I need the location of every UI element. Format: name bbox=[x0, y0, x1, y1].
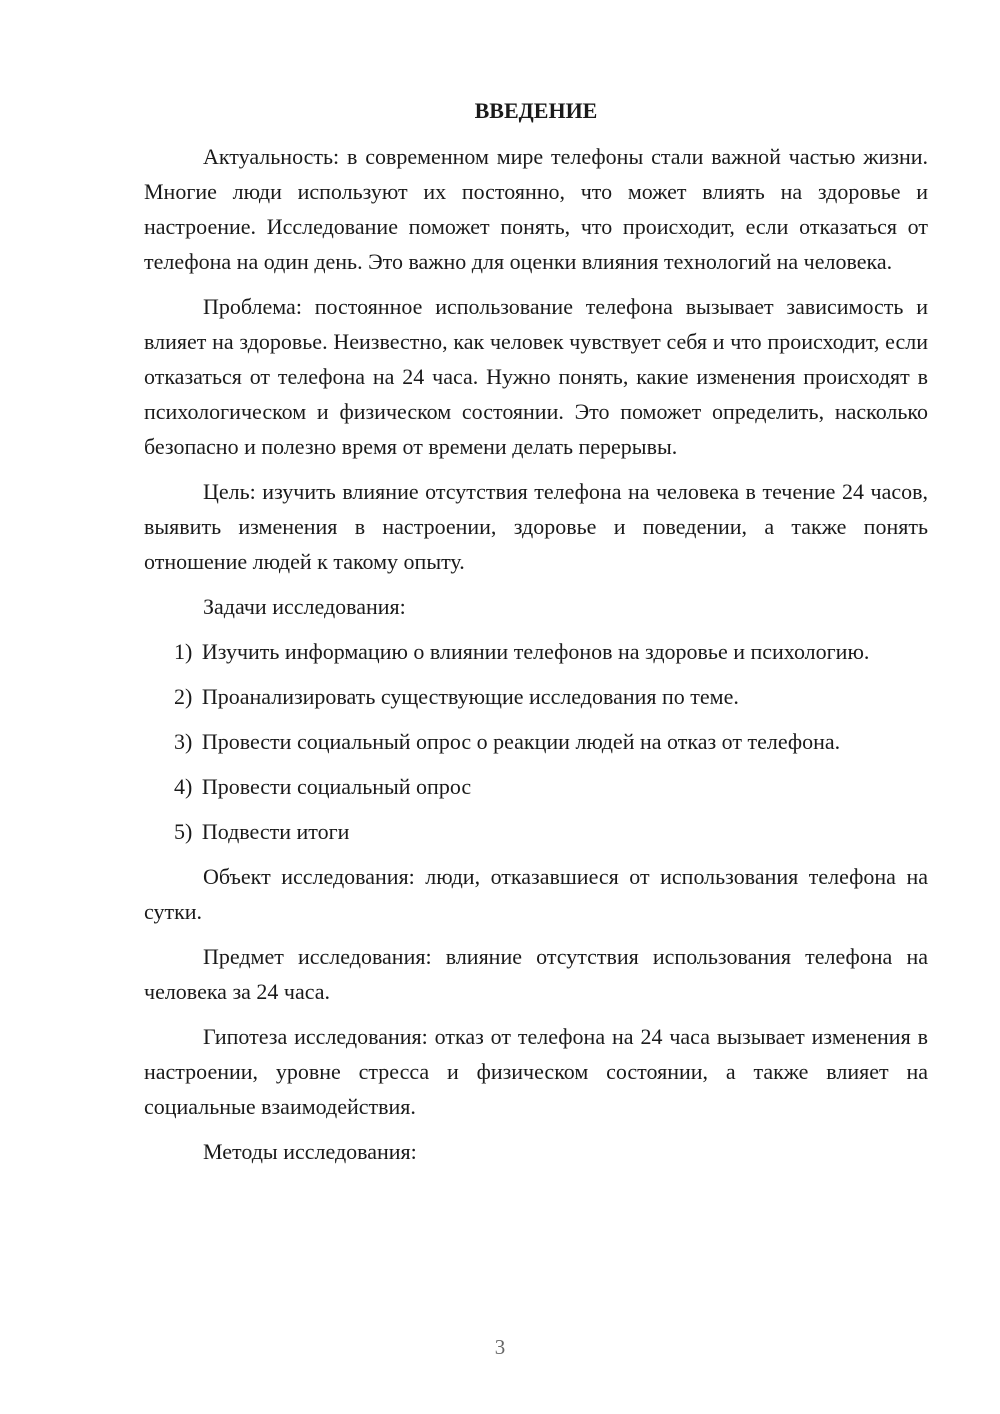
list-item bbox=[144, 679, 928, 714]
list-item-number: 5) bbox=[174, 819, 193, 844]
section-title: ВВЕДЕНИЕ bbox=[474, 98, 598, 123]
paragraph-relevance: Актуальность: в современном мире телефоны стали важной частью жизни. Многие люди используют их постоянно, что может влиять на здоровье и настроение. Исследование поможет понять, что происходит, если отказаться от телефона на один день. Это важно для оценки влияния технологий на человека. bbox=[144, 144, 928, 274]
list-item-number: 1) bbox=[174, 639, 193, 664]
list-item-text: Провести социальный опрос bbox=[201, 774, 472, 799]
list-item-text: Подвести итоги bbox=[201, 819, 350, 844]
list-item-text: Провести социальный опрос о реакции людей на отказ от телефона. bbox=[201, 729, 841, 754]
list-item bbox=[144, 634, 928, 669]
list-item-number: 4) bbox=[174, 774, 193, 799]
tasks-heading: Задачи исследования: bbox=[203, 594, 406, 619]
list-item bbox=[144, 724, 928, 759]
list-item-text: Проанализировать существующие исследования по теме. bbox=[201, 684, 739, 709]
methods-heading: Методы исследования: bbox=[203, 1139, 417, 1164]
page-number: 3 bbox=[494, 1335, 506, 1359]
tasks-list bbox=[144, 634, 928, 849]
paragraph-goal: Цель: изучить влияние отсутствия телефона на человека в течение 24 часов, выявить изменения в настроении, здоровье и поведении, а также понять отношение людей к такому опыту. bbox=[144, 479, 928, 574]
list-item-number: 2) bbox=[174, 684, 193, 709]
paragraph-object: Объект исследования: люди, отказавшиеся от использования телефона на сутки. bbox=[144, 864, 928, 924]
paragraph-hypothesis: Гипотеза исследования: отказ от телефона на 24 часа вызывает изменения в настроении, уровне стресса и физическом состоянии, а также влияет на социальные взаимодействия. bbox=[144, 1024, 928, 1119]
paragraph-problem: Проблема: постоянное использование телефона вызывает зависимость и влияет на здоровье. Неизвестно, как человек чувствует себя и что происходит, если отказаться от телефона на 24 часа. Нужно понять, какие изменения происходят в психологическом и физическом состоянии. Это поможет определить, насколько безопасно и полезно время от времени делать перерывы. bbox=[144, 294, 928, 459]
list-item bbox=[144, 769, 928, 804]
document-body bbox=[144, 93, 928, 1179]
list-item bbox=[144, 814, 928, 849]
list-item-text: Изучить информацию о влиянии телефонов на здоровье и психологию. bbox=[201, 639, 870, 664]
paragraph-subject: Предмет исследования: влияние отсутствия использования телефона на человека за 24 часа. bbox=[144, 944, 928, 1004]
list-item-number: 3) bbox=[174, 729, 193, 754]
